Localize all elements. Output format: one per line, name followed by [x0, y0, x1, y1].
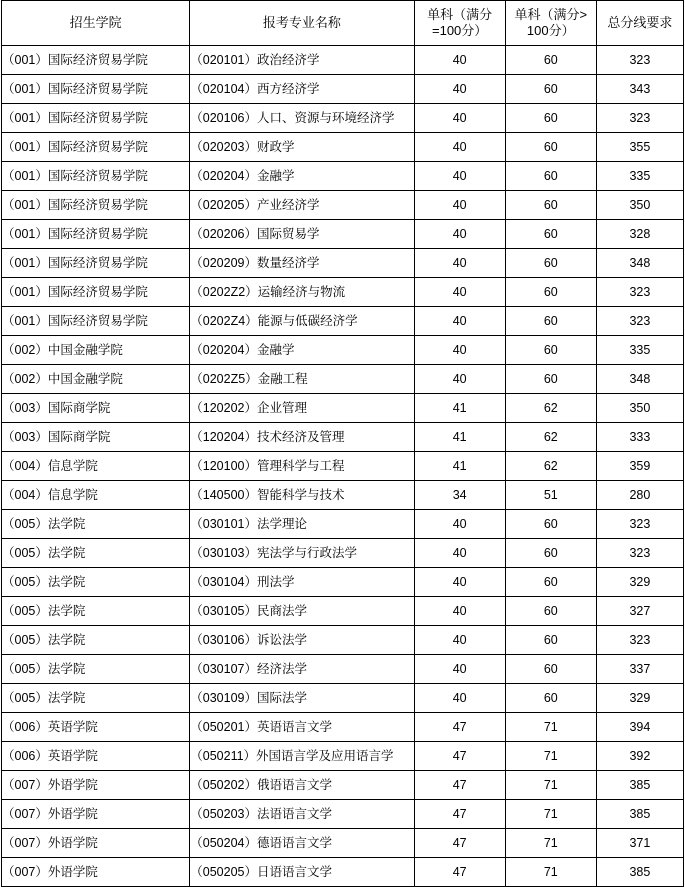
cell-college: （002）中国金融学院: [2, 365, 190, 394]
cell-subject-over-100: 71: [505, 858, 596, 887]
table-row: [2, 452, 684, 481]
cell-subject-100: 40: [414, 365, 505, 394]
cell-subject-over-100: 60: [505, 539, 596, 568]
cell-college: （006）英语学院: [2, 742, 190, 771]
cell-college: （002）中国金融学院: [2, 336, 190, 365]
cell-total-score: 323: [596, 539, 683, 568]
cell-subject-100: 47: [414, 771, 505, 800]
cell-subject-over-100: 60: [505, 336, 596, 365]
cell-total-score: 323: [596, 626, 683, 655]
cell-college: （001）国际经济贸易学院: [2, 46, 190, 75]
cell-subject-over-100: 60: [505, 220, 596, 249]
cell-total-score: 337: [596, 655, 683, 684]
cell-college: （001）国际经济贸易学院: [2, 104, 190, 133]
cell-subject-over-100: 60: [505, 568, 596, 597]
cell-college: （005）法学院: [2, 539, 190, 568]
cell-college: （001）国际经济贸易学院: [2, 191, 190, 220]
cell-college: （003）国际商学院: [2, 423, 190, 452]
cell-subject-100: 40: [414, 597, 505, 626]
table-row: [2, 568, 684, 597]
cell-college: （001）国际经济贸易学院: [2, 307, 190, 336]
cell-subject-over-100: 60: [505, 684, 596, 713]
cell-college: （005）法学院: [2, 626, 190, 655]
cell-subject-100: 40: [414, 510, 505, 539]
table-row: [2, 742, 684, 771]
cell-major: （0202Z2）运输经济与物流: [190, 278, 414, 307]
cell-total-score: 355: [596, 133, 683, 162]
cell-total-score: 394: [596, 713, 683, 742]
cell-total-score: 323: [596, 510, 683, 539]
table-row: [2, 220, 684, 249]
cell-total-score: 323: [596, 307, 683, 336]
cell-subject-100: 47: [414, 829, 505, 858]
cell-major: （030105）民商法学: [190, 597, 414, 626]
cell-subject-over-100: 60: [505, 626, 596, 655]
cell-subject-100: 41: [414, 394, 505, 423]
table-row: [2, 75, 684, 104]
cell-major: （020205）产业经济学: [190, 191, 414, 220]
cell-subject-100: 40: [414, 684, 505, 713]
cell-major: （020204）金融学: [190, 336, 414, 365]
cell-subject-100: 40: [414, 568, 505, 597]
cell-college: （005）法学院: [2, 510, 190, 539]
cell-total-score: 329: [596, 568, 683, 597]
cell-subject-100: 40: [414, 626, 505, 655]
cell-major: （120204）技术经济及管理: [190, 423, 414, 452]
cell-subject-over-100: 60: [505, 46, 596, 75]
cell-college: （004）信息学院: [2, 452, 190, 481]
table-row: [2, 133, 684, 162]
cell-subject-over-100: 60: [505, 249, 596, 278]
cell-total-score: 323: [596, 104, 683, 133]
cell-total-score: 323: [596, 46, 683, 75]
cell-subject-over-100: 60: [505, 104, 596, 133]
column-header-college: 招生学院: [2, 1, 190, 46]
cell-total-score: 385: [596, 800, 683, 829]
cell-total-score: 280: [596, 481, 683, 510]
cell-college: （005）法学院: [2, 568, 190, 597]
cell-major: （050211）外国语言学及应用语言学: [190, 742, 414, 771]
cell-college: （001）国际经济贸易学院: [2, 75, 190, 104]
cell-subject-100: 47: [414, 713, 505, 742]
cell-subject-over-100: 62: [505, 423, 596, 452]
cell-total-score: 329: [596, 684, 683, 713]
cell-major: （030101）法学理论: [190, 510, 414, 539]
cell-subject-100: 40: [414, 336, 505, 365]
cell-subject-100: 40: [414, 249, 505, 278]
table-row: [2, 278, 684, 307]
cell-major: （030107）经济法学: [190, 655, 414, 684]
cell-subject-over-100: 71: [505, 829, 596, 858]
cell-major: （020101）政治经济学: [190, 46, 414, 75]
cell-subject-over-100: 60: [505, 655, 596, 684]
cell-subject-100: 40: [414, 46, 505, 75]
table-row: [2, 162, 684, 191]
cell-college: （003）国际商学院: [2, 394, 190, 423]
table-row: [2, 713, 684, 742]
cell-subject-100: 40: [414, 133, 505, 162]
cell-college: （001）国际经济贸易学院: [2, 278, 190, 307]
column-header-total-score: 总分线要求: [596, 1, 683, 46]
column-header-subject-100-line2: =100分）: [432, 23, 488, 38]
cell-subject-over-100: 60: [505, 597, 596, 626]
table-row: [2, 655, 684, 684]
table-row: [2, 684, 684, 713]
table-row: [2, 104, 684, 133]
cell-subject-over-100: 60: [505, 191, 596, 220]
cell-major: （050201）英语语言文学: [190, 713, 414, 742]
cell-major: （030106）诉讼法学: [190, 626, 414, 655]
cell-college: （001）国际经济贸易学院: [2, 249, 190, 278]
table-row: [2, 307, 684, 336]
cell-major: （030103）宪法学与行政法学: [190, 539, 414, 568]
cell-subject-100: 40: [414, 191, 505, 220]
cell-major: （0202Z5）金融工程: [190, 365, 414, 394]
cell-college: （005）法学院: [2, 597, 190, 626]
cell-college: （007）外语学院: [2, 858, 190, 887]
cell-college: （005）法学院: [2, 655, 190, 684]
cell-subject-100: 40: [414, 278, 505, 307]
table-row: [2, 510, 684, 539]
table-row: [2, 394, 684, 423]
cell-major: （050205）日语语言文学: [190, 858, 414, 887]
table-row: [2, 800, 684, 829]
cell-major: （020104）西方经济学: [190, 75, 414, 104]
cell-subject-over-100: 60: [505, 307, 596, 336]
column-header-subject-100-line1: 单科（满分: [427, 7, 493, 23]
cell-major: （0202Z4）能源与低碳经济学: [190, 307, 414, 336]
cell-subject-over-100: 60: [505, 365, 596, 394]
cell-subject-100: 41: [414, 452, 505, 481]
cell-subject-100: 40: [414, 307, 505, 336]
table-header: [2, 1, 684, 46]
cell-total-score: 335: [596, 336, 683, 365]
table-row: [2, 481, 684, 510]
table-row: [2, 249, 684, 278]
cell-subject-over-100: 60: [505, 162, 596, 191]
cell-major: （050202）俄语语言文学: [190, 771, 414, 800]
cell-subject-over-100: 60: [505, 75, 596, 104]
cell-subject-100: 41: [414, 423, 505, 452]
cell-total-score: 350: [596, 394, 683, 423]
cell-subject-over-100: 60: [505, 133, 596, 162]
cell-subject-100: 40: [414, 75, 505, 104]
cell-college: （001）国际经济贸易学院: [2, 133, 190, 162]
table-row: [2, 46, 684, 75]
cell-college: （005）法学院: [2, 684, 190, 713]
cell-total-score: 335: [596, 162, 683, 191]
cell-major: （050203）法语语言文学: [190, 800, 414, 829]
cell-total-score: 348: [596, 249, 683, 278]
cell-subject-over-100: 71: [505, 713, 596, 742]
cell-major: （120100）管理科学与工程: [190, 452, 414, 481]
cell-subject-over-100: 71: [505, 742, 596, 771]
cell-major: （140500）智能科学与技术: [190, 481, 414, 510]
cell-major: （020204）金融学: [190, 162, 414, 191]
cell-college: （007）外语学院: [2, 800, 190, 829]
cell-subject-100: 40: [414, 220, 505, 249]
table-row: [2, 771, 684, 800]
cell-subject-100: 40: [414, 104, 505, 133]
cell-college: （001）国际经济贸易学院: [2, 220, 190, 249]
cell-college: （007）外语学院: [2, 829, 190, 858]
cell-subject-100: 47: [414, 800, 505, 829]
cell-major: （050204）德语语言文学: [190, 829, 414, 858]
cell-subject-100: 40: [414, 162, 505, 191]
cell-subject-100: 40: [414, 539, 505, 568]
cell-major: （020209）数量经济学: [190, 249, 414, 278]
cell-subject-over-100: 62: [505, 452, 596, 481]
cell-total-score: 333: [596, 423, 683, 452]
score-requirements-table: [1, 0, 684, 887]
cell-total-score: 343: [596, 75, 683, 104]
cell-college: （004）信息学院: [2, 481, 190, 510]
cell-total-score: 359: [596, 452, 683, 481]
cell-subject-100: 47: [414, 858, 505, 887]
cell-subject-100: 34: [414, 481, 505, 510]
table-row: [2, 858, 684, 887]
table-row: [2, 626, 684, 655]
table-row: [2, 365, 684, 394]
cell-total-score: 385: [596, 858, 683, 887]
cell-subject-over-100: 60: [505, 510, 596, 539]
cell-subject-over-100: 62: [505, 394, 596, 423]
cell-total-score: 327: [596, 597, 683, 626]
table-row: [2, 336, 684, 365]
cell-total-score: 323: [596, 278, 683, 307]
cell-major: （120202）企业管理: [190, 394, 414, 423]
cell-major: （020106）人口、资源与环境经济学: [190, 104, 414, 133]
cell-total-score: 348: [596, 365, 683, 394]
column-header-subject-over-100: [505, 1, 596, 46]
cell-total-score: 392: [596, 742, 683, 771]
column-header-major: 报考专业名称: [190, 1, 414, 46]
cell-college: （007）外语学院: [2, 771, 190, 800]
cell-major: （020206）国际贸易学: [190, 220, 414, 249]
cell-subject-over-100: 71: [505, 771, 596, 800]
cell-college: （006）英语学院: [2, 713, 190, 742]
cell-subject-over-100: 51: [505, 481, 596, 510]
cell-subject-over-100: 60: [505, 278, 596, 307]
cell-major: （020203）财政学: [190, 133, 414, 162]
table-row: [2, 423, 684, 452]
table-body: [2, 46, 684, 887]
column-header-subject-over-100-line2: 100分）: [526, 23, 575, 38]
cell-subject-100: 40: [414, 655, 505, 684]
cell-total-score: 385: [596, 771, 683, 800]
table-row: [2, 191, 684, 220]
cell-college: （001）国际经济贸易学院: [2, 162, 190, 191]
cell-total-score: 371: [596, 829, 683, 858]
column-header-subject-100: [414, 1, 505, 46]
column-header-subject-over-100-line1: 单科（满分>: [514, 7, 588, 23]
cell-total-score: 350: [596, 191, 683, 220]
table-row: [2, 829, 684, 858]
cell-subject-over-100: 71: [505, 800, 596, 829]
table-row: [2, 539, 684, 568]
cell-subject-100: 47: [414, 742, 505, 771]
table-header-row: [2, 1, 684, 46]
table-row: [2, 597, 684, 626]
cell-total-score: 328: [596, 220, 683, 249]
cell-major: （030109）国际法学: [190, 684, 414, 713]
cell-major: （030104）刑法学: [190, 568, 414, 597]
